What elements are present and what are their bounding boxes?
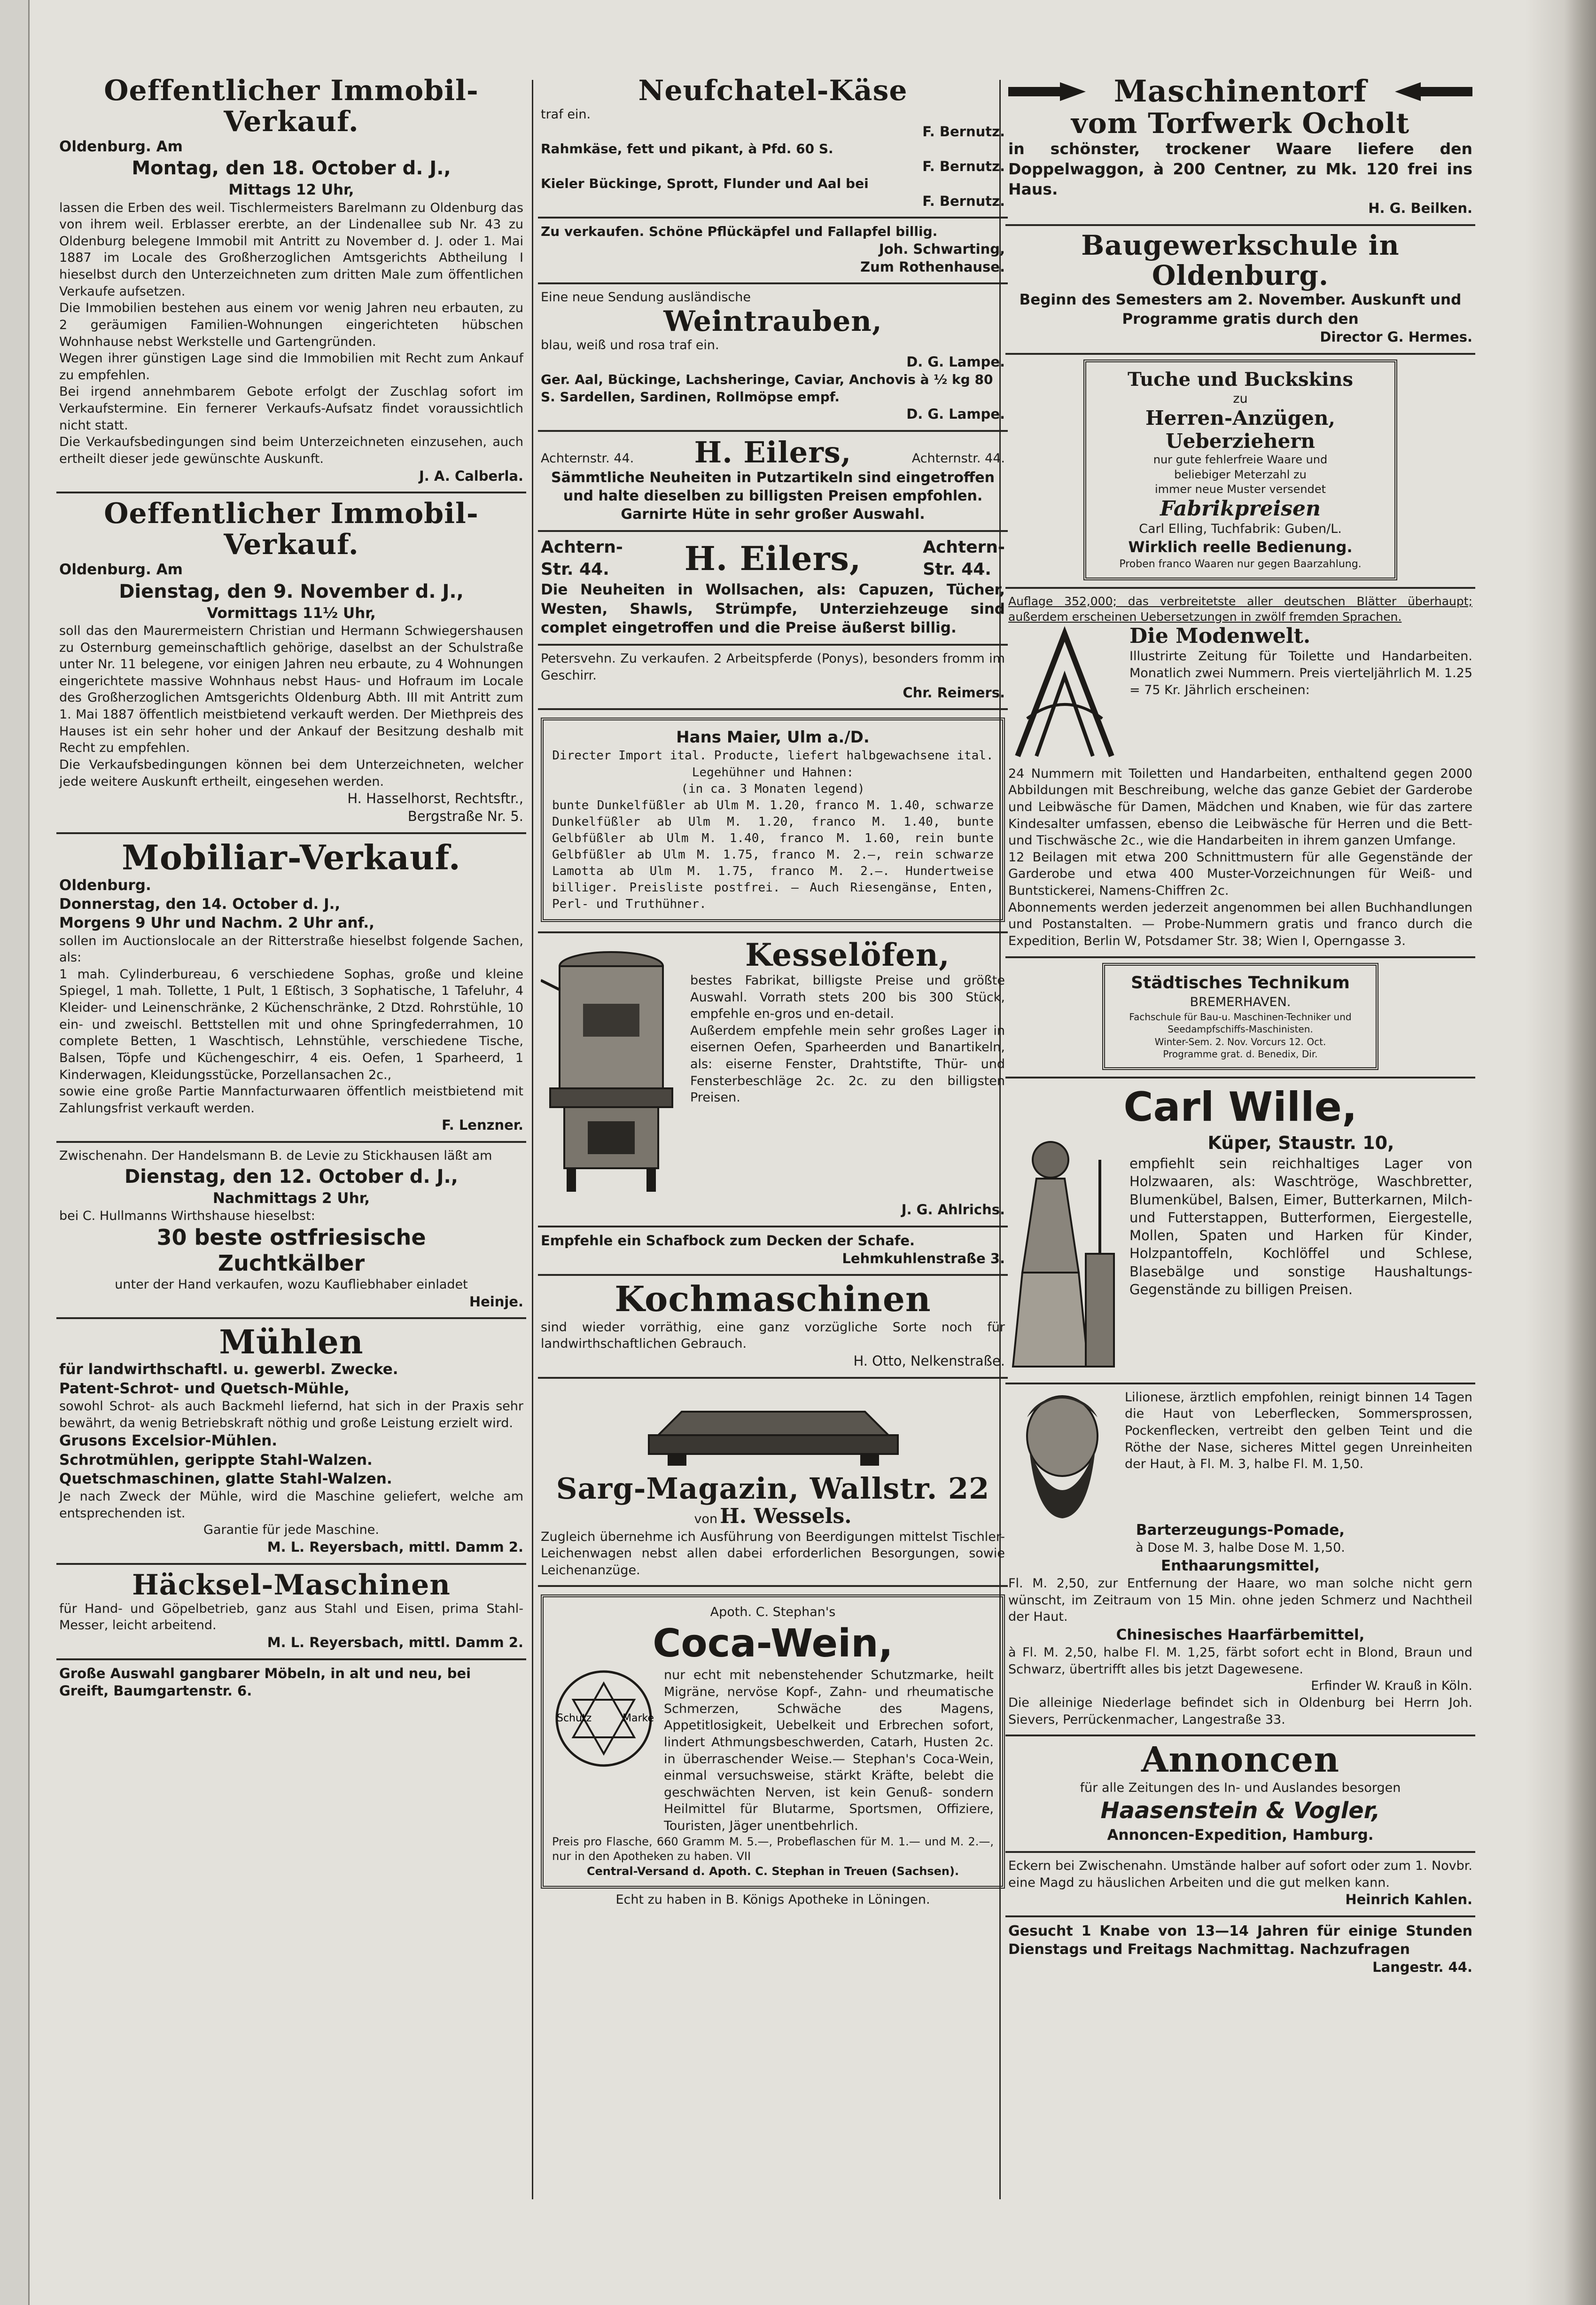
ad-kochmaschinen	[538, 1276, 1008, 1378]
ad-arbeitspferde	[538, 646, 1008, 710]
ad-text: à Dose M. 3, halbe Dose M. 1,50.	[1136, 1540, 1345, 1555]
ad-neufchatel	[538, 70, 1008, 219]
ad-carl-wille	[1005, 1078, 1475, 1384]
ad-text: Directer Import ital. Producte, liefert halbgewachsene ital. Legehühner und Hahnen:	[552, 749, 994, 780]
ad-signature: H. Hasselhorst, Rechtsftr.,	[347, 790, 523, 807]
ad-modenwelt	[1005, 589, 1475, 958]
column-1	[56, 70, 526, 2251]
ad-headline: 30 beste ostfriesische	[156, 1224, 426, 1250]
ad-kesseloefen	[538, 933, 1008, 1227]
ad-text: Auflage 352,000; das verbreitetste aller deutschen Blätter überhaupt; außerdem erscheinen Uebersetzungen in zwölf fremden Sprachen.	[1008, 594, 1472, 624]
ad-lilionese	[1005, 1384, 1475, 1737]
ad-text: nur echt mit nebenstehender Schutzmarke, heilt Migräne, nervöse Kopf-, Zahn- und rheumatische Schmerzen, Schwäche des Magens, Appetitlosigkeit, Uebelkeit und Erbrechen sofort, lindert Athmungsbeschwerden, Catarh, Husten 2c. in überraschender Weise.— Stephan's Coca-Wein, einmal versuchsweise, stärkt Kräfte, belebt die geschwächten Nerven, ist kein Genuß- sondern Heilmittel für Blutarme, Sportsmen, Offiziere, Touristen, Jäger unentbehrlich.	[664, 1668, 994, 1834]
ad-signature: H. G. Beilken.	[1368, 200, 1472, 217]
ad-text: Außerdem empfehle mein sehr großes Lager in eisernen Oefen, Sparheerden und Banartikeln, als: eiserne Fenster, Drahtstifte, Thür- und Fensterbeschläge 2c. 2c. zu den billigsten Preisen.	[690, 1023, 1005, 1105]
left-gutter	[0, 0, 30, 2305]
ad-text: Die Verkaufsbedingungen sind beim Unterzeichneten einzusehen, auch ertheilt dieser jede gewünschte Auskunft.	[59, 435, 523, 466]
ad-address: Str. 44.	[541, 559, 609, 579]
ad-text: lassen die Erben des weil. Tischlermeisters Barelmann zu Oldenburg das von ihrem weil. Erblasser ererbte, an der Lindenallee sub Nr. 43 zu Oldenburg belegene Immobil mit Antritt zu November d. J. oder 1. Mai 1887 im Locale des Großherzoglichen Amtsgerichts Abtheilung I hieselbst durch den Unterzeichneten zum dritten Male zum öffentlichen Verkaufe aufsetzen.	[59, 200, 523, 299]
ad-text: Eine neue Sendung ausländische	[541, 290, 751, 305]
pointing-hand-right-icon	[1008, 78, 1088, 106]
ad-baugewerkschule	[1005, 226, 1475, 355]
ad-text: nur gute fehlerfreie Waare und	[1153, 453, 1328, 466]
ad-text: Fachschule für Bau-u. Maschinen-Techniker und Seedampfschiffs-Maschinisten.	[1129, 1011, 1352, 1035]
ad-text: für alle Zeitungen des In- und Auslandes besorgen	[1080, 1780, 1401, 1795]
ad-subtitle: BREMERHAVEN.	[1190, 995, 1291, 1010]
ad-title: Fabrikpreisen	[1160, 496, 1321, 521]
ad-mobiliar	[56, 834, 526, 1143]
ad-signature: J. A. Calberla.	[419, 468, 523, 484]
ad-signature: Chr. Reimers.	[903, 684, 1005, 701]
ad-date: Dienstag, den 9. November d. J.,	[119, 580, 464, 602]
ad-text: Wegen ihrer günstigen Lage sind die Immobilien mit Recht zum Ankauf zu empfehlen.	[59, 351, 523, 383]
ad-subtitle: Barterzeugungs-Pomade,	[1136, 1521, 1345, 1539]
ad-text: für landwirthschaftl. u. gewerbl. Zwecke.	[59, 1361, 398, 1378]
ad-time: Nachmittags 2 Uhr,	[212, 1189, 370, 1207]
ad-text: für Hand- und Göpelbetrieb, ganz aus Stahl und Eisen, prima Stahl-Messer, leicht arbeitend.	[59, 1601, 523, 1633]
ad-text: von	[694, 1511, 718, 1526]
ad-text: Große Auswahl gangbarer Möbeln, in alt und neu, bei Greift, Baumgartenstr. 6.	[59, 1665, 471, 1699]
ad-immobil-hasselhorst	[56, 493, 526, 834]
modenwelt-monogram	[1008, 625, 1121, 766]
trademark-label: Marke	[623, 1712, 654, 1725]
column-3	[1005, 70, 1475, 2251]
ad-title: H. Eilers,	[694, 435, 852, 469]
ad-title: Städtisches Technikum	[1131, 973, 1350, 992]
ad-knabe	[1005, 1917, 1475, 1983]
coffin-illustration	[541, 1383, 1005, 1473]
ad-signature: F. Bernutz.	[922, 158, 1005, 174]
ad-signature: Heinje.	[469, 1293, 523, 1310]
ad-text: Carl Elling, Tuchfabrik: Guben/L.	[1139, 522, 1342, 537]
ad-title: Tuche und Buckskins	[1127, 368, 1354, 391]
ad-title: vom Torfwerk Ocholt	[1071, 107, 1410, 141]
ad-signature: Lehmkuhlenstraße 3.	[842, 1250, 1005, 1266]
ad-text: bunte Dunkelfüßler ab Ulm M. 1.20, franco M. 1.40, schwarze Dunkelfüßler ab Ulm M. 1.20, franco M. 1.40, bunte Gelbfüßler ab Ulm M. 1.40, franco M. 1.60, rein bunte Gelbfüßler ab Ulm M. 1.75, franco M. 2.—, rein schwarze Lamotta ab Ulm M. 1.75, franco M. 2.—. Hundertweise billiger. Preisliste postfrei. — Auch Riesengänse, Enten, Perl- und Truthühner.	[552, 798, 994, 912]
ad-text: Beginn des Semesters am 2. November. Auskunft und Programme gratis durch den	[1019, 291, 1462, 328]
ad-text: à Fl. M. 2,50, halbe Fl. M. 1,25, färbt sofort echt in Blond, Braun und Schwarz, übertrifft alles bis jetzt Dagewesene.	[1008, 1645, 1472, 1677]
ad-pflueckaepfel	[538, 219, 1008, 284]
ad-sarg-magazin	[538, 1379, 1008, 1587]
ad-subtitle: Chinesisches Haarfärbemittel,	[1116, 1626, 1365, 1643]
ad-address: Achtern-	[541, 537, 623, 557]
column-2	[538, 70, 1008, 2251]
ad-text: sowie eine große Partie Mannfacturwaaren öffentlich meistbietend mit Zahlungsfrist verkauft werden.	[59, 1084, 523, 1116]
ad-signature: Director G. Hermes.	[1320, 328, 1472, 345]
ad-title: Die Modenwelt.	[1129, 624, 1311, 648]
ad-footer: Echt zu haben in B. Königs Apotheke in Löningen.	[615, 1892, 930, 1907]
ad-signature: Joh. Schwarting,	[879, 241, 1005, 257]
ad-text: Zwischenahn. Der Handelsmann B. de Levie zu Stickhausen läßt am	[59, 1149, 492, 1164]
ad-place: Oldenburg. Am	[59, 561, 183, 578]
ad-address: Str. 44.	[923, 559, 991, 579]
ad-signature: H. Otto, Nelkenstraße.	[853, 1353, 1005, 1369]
ad-text: Sämmtliche Neuheiten in Putzartikeln sind eingetroffen und halte dieselben zu billigsten Preisen empfohlen.	[551, 469, 995, 504]
ad-text: soll das den Maurermeistern Christian und Hermann Schwiegershausen zu Osternburg gemeinschaftlich gehörige, daselbst an der Schulstraße unter Nr. 11 belegene, vor einigen Jahren neu erbaute, zu 4 Wohnungen eingerichtete massive Wohnhaus nebst Haus- und Hofraum im Locale des Großherzoglichen Amtsgerichts Oldenburg Abth. III mit Antritt zum 1. Mai 1887 öffentlich meistbietend verkauft werden. Der Miethpreis des Hauses ist ein sehr hoher und der Ankauf der Besitzung deshalb mit Recht zu empfehlen.	[59, 623, 523, 756]
ad-text: Central-Versand d. Apoth. C. Stephan in Treuen (Sachsen).	[586, 1865, 959, 1878]
ad-text: Erfinder W. Krauß in Köln.	[1311, 1679, 1472, 1694]
ad-maschinentorf	[1005, 70, 1475, 226]
ad-weintrauben	[538, 284, 1008, 431]
ad-time: Vormittags 11½ Uhr,	[207, 604, 376, 622]
ad-text: empfiehlt sein reichhaltiges Lager von Holzwaaren, als: Waschtröge, Waschbretter, Blumenkübel, Balsen, Eimer, Butterkarnen, Milch- und Futterstappen, Butterformen, Eiergestelle, Mollen, Spaten und Harken für Kinder, Holzpantoffeln, Kochlöffel und Schlese, Blasebälge und sonstige Haushaltungs-Gegenstände zu billigen Preisen.	[1129, 1156, 1472, 1297]
ad-title: Sarg-Magazin, Wallstr. 22	[556, 1471, 990, 1506]
ad-place: Oldenburg. Am	[59, 138, 183, 155]
ad-text: Preis pro Flasche, 660 Gramm M. 5.—, Probeflaschen für M. 1.— und M. 2.—, nur in den Apotheken zu haben. VII	[552, 1835, 994, 1863]
ad-signature: D. G. Lampe.	[906, 406, 1005, 422]
ad-title: Oeffentlicher Immobil-Verkauf.	[104, 497, 479, 562]
ad-text: Programme grat. d. Benedix, Dir.	[1163, 1048, 1318, 1060]
ad-text: traf ein.	[541, 107, 591, 122]
pointing-hand-left-icon	[1393, 78, 1472, 106]
ad-tuche-buckskins	[1005, 355, 1475, 589]
stove-illustration	[541, 938, 682, 1201]
ad-text: Garnirte Hüte in sehr großer Auswahl.	[621, 506, 925, 523]
ad-text: Proben franco Waaren nur gegen Baarzahlung.	[1119, 558, 1362, 570]
ad-text: sind wieder vorräthig, eine ganz vorzügliche Sorte noch für landwirthschaftlichen Gebrauch.	[541, 1320, 1005, 1352]
ad-time: Mittags 12 Uhr,	[228, 181, 354, 199]
ad-annoncen	[1005, 1736, 1475, 1853]
ad-date: Donnerstag, den 14. October d. J.,	[59, 895, 341, 913]
ad-text: beliebiger Meterzahl zu	[1174, 468, 1307, 481]
ad-text: Gesucht 1 Knabe von 13—14 Jahren für einige Stunden Dienstags und Freitags Nachmittag. Nachzufragen	[1008, 1922, 1472, 1958]
ad-text: Patent-Schrot- und Quetsch-Mühle,	[59, 1380, 350, 1397]
ad-text: blau, weiß und rosa traf ein.	[541, 337, 719, 352]
ad-text: Petersvehn. Zu verkaufen. 2 Arbeitspferde (Ponys), besonders fromm im Geschirr.	[541, 651, 1005, 683]
ad-text: Die alleinige Niederlage befindet sich in Oldenburg bei Herrn Joh. Sievers, Perrückenmacher, Langestraße 33.	[1008, 1696, 1472, 1727]
ad-text: Eckern bei Zwischenahn. Umstände halber auf sofort oder zum 1. Novbr. eine Magd zu häuslichen Arbeiten und die gut melken kann.	[1008, 1858, 1472, 1890]
page-edge	[1526, 0, 1596, 2305]
ad-text: Rahmkäse, fett und pikant, à Pfd. 60 S.	[541, 141, 833, 157]
ad-text: 1 mah. Cylinderbureau, 6 verschiedene Sophas, große und kleine Spiegel, 1 mah. Tollette, 1 Pult, 1 Eßtisch, 3 Sophatische, 1 Tafeluhr, 4 Kleider- und Leinenschränke, 2 Küchenschränke, 2 Dtzd. Rohrstühle, 10 ein- und zweischl. Bettstellen mit und ohne Springfederrahmen, 10 complete Betten, 1 Waschtisch, Lehnstühle, verschiedene Tische, Balsen, Töpfe und Küchengeschirr, 4 eis. Oefen, 1 Sparheerd, 1 Kinderwagen, Kleidungsstücke, Porzellansachen 2c.,	[59, 967, 523, 1082]
column-rule-1	[532, 80, 533, 2199]
ad-text: Die Verkaufsbedingungen können bei dem Unterzeichneten, welcher jede weitere Auskunft ertheilt, eingesehen werden.	[59, 757, 523, 789]
ad-schafbock	[538, 1227, 1008, 1276]
ad-signature: D. G. Lampe.	[906, 354, 1005, 370]
ad-date: Montag, den 18. October d. J.,	[132, 157, 451, 180]
ad-signature: Heinrich Kahlen.	[1345, 1891, 1472, 1908]
ad-title: Mühlen	[219, 1322, 364, 1362]
ad-text: Quetschmaschinen, glatte Stahl-Walzen.	[59, 1470, 392, 1487]
ad-address: Achternstr. 44.	[541, 451, 634, 466]
ad-text: Zu verkaufen. Schöne Pflückäpfel und Fallapfel billig.	[541, 224, 938, 240]
ad-text: sowohl Schrot- als auch Backmehl liefernd, hat sich in der Praxis sehr bewährt, da wenig Betriebskraft nöthig und große Leistung erzielt wird.	[59, 1399, 523, 1430]
ad-signature: J. G. Ahlrichs.	[901, 1202, 1005, 1218]
ad-title: Kochmaschinen	[615, 1279, 931, 1320]
ad-title: Baugewerkschule in Oldenburg.	[1081, 229, 1400, 291]
ad-text: Garantie für jede Maschine.	[203, 1523, 379, 1538]
ad-text: 24 Nummern mit Toiletten und Handarbeiten, enthaltend gegen 2000 Abbildungen mit Beschreibung, welche das ganze Gebiet der Garderobe und Leibwäsche für Damen, Mädchen und Knaben, wie für das zartere Kindesalter umfassen, ebenso die Leibwäsche für Herren und die Bett- und Tischwäsche 2c., wie die Handarbeiten in ihrem ganzen Umfange.	[1008, 766, 1472, 848]
ad-subtitle: Küper, Staustr. 10,	[1207, 1132, 1394, 1153]
ad-zuchtkaelber	[56, 1143, 526, 1319]
ad-text: (in ca. 3 Monaten legend)	[681, 781, 865, 796]
ad-text: Abonnements werden jederzeit angenommen bei allen Buchhandlungen und Postanstalten. — Probe-Nummern gratis und franco durch die Expedition, Berlin W, Potsdamer Str. 38; Wien I, Operngasse 3.	[1008, 900, 1472, 948]
ad-text: Winter-Sem. 2. Nov. Vorcurs 12. Oct.	[1154, 1036, 1326, 1047]
ad-text: sollen im Auctionslocale an der Ritterstraße hieselbst folgende Sachen, als:	[59, 933, 523, 965]
ad-signature: Zum Rothenhause.	[860, 258, 1005, 275]
ad-title: H. Eilers,	[684, 539, 862, 578]
ad-text: Ger. Aal, Bückinge, Lachsheringe, Caviar, Anchovis à ½ kg 80 S. Sardellen, Sardinen, Rollmöpse empf.	[541, 372, 993, 405]
ad-text: Empfehle ein Schafbock zum Decken der Schafe.	[541, 1233, 915, 1249]
ad-eilers-wolle	[538, 532, 1008, 646]
ad-subtitle: Haasenstein & Vogler,	[1100, 1797, 1380, 1824]
ad-hans-maier	[538, 710, 1008, 933]
ad-title: Häcksel-Maschinen	[132, 1568, 451, 1602]
ad-text: immer neue Muster versendet	[1154, 483, 1326, 496]
ad-title: Herren-Anzügen, Ueberziehern	[1145, 406, 1336, 453]
ad-signature: Bergstraße Nr. 5.	[407, 808, 523, 824]
ad-title: Neufchatel-Käse	[638, 74, 908, 107]
ad-eilers-putz	[538, 432, 1008, 532]
ad-text: Lilionese, ärztlich empfohlen, reinigt binnen 14 Tagen die Haut von Leberflecken, Sommersprossen, Pockenflecken, vertreibt den gelben Teint und die Röthe der Nase, sicheres Mittel gegen Unreinheiten der Haut, à Fl. M. 3, halbe Fl. M. 1,50.	[1125, 1390, 1472, 1472]
ad-signature: F. Lenzner.	[442, 1117, 523, 1133]
ad-title: Mobiliar-Verkauf.	[122, 837, 461, 877]
ad-muehlen	[56, 1319, 526, 1564]
ad-immobil-calberla	[56, 70, 526, 493]
ad-text: zu	[1233, 391, 1248, 406]
ad-subtitle: H. Wessels.	[720, 1504, 852, 1528]
ad-text: in schönster, trockener Waare liefere den Doppelwaggon, à 200 Centner, zu Mk. 120 frei ins Haus.	[1008, 140, 1472, 199]
ad-signature: F. Bernutz.	[922, 193, 1005, 209]
ad-text: bestes Fabrikat, billigste Preise und größte Auswahl. Vorrath stets 200 bis 300 Stück, empfehle en-gros und en-detail.	[690, 973, 1005, 1022]
ad-signature: M. L. Reyersbach, mittl. Damm 2.	[267, 1539, 523, 1555]
ad-signature: F. Bernutz.	[922, 123, 1005, 140]
ad-time: Morgens 9 Uhr und Nachm. 2 Uhr anf.,	[59, 914, 374, 932]
ad-text: Annoncen-Expedition, Hamburg.	[1107, 1826, 1374, 1844]
ad-text: Apoth. C. Stephan's	[710, 1605, 836, 1620]
ad-title: Weintrauben,	[663, 305, 882, 338]
trademark-seal	[552, 1667, 655, 1770]
ad-text: Illustrirte Zeitung für Toilette und Handarbeiten. Monatlich zwei Nummern. Preis vierteljährlich M. 1.25 = 75 Kr. Jährlich erscheinen:	[1129, 649, 1472, 697]
ad-technikum	[1005, 958, 1475, 1078]
ad-title: Maschinentorf	[1113, 74, 1367, 109]
ad-title: Annoncen	[1141, 1740, 1340, 1781]
ad-title: Kesselöfen,	[745, 937, 950, 974]
ad-date: Dienstag, den 12. October d. J.,	[125, 1165, 458, 1188]
ad-text: Die Neuheiten in Wollsachen, als: Capuzen, Tücher, Westen, Shawls, Strümpfe, Unterziehzeuge sind complet eingetroffen und die Preise äußerst billig.	[541, 581, 1005, 637]
ad-text: Bei irgend annehmbarem Gebote erfolgt der Zuschlag sofort im Verkaufstermine. Ein fernerer Verkaufs-Aufsatz findet voraussichtlich nicht statt.	[59, 384, 523, 433]
ad-signature: Langestr. 44.	[1372, 1959, 1472, 1975]
ad-text: Grusons Excelsior-Mühlen.	[59, 1432, 278, 1450]
ad-text: Je nach Zweck der Mühle, wird die Maschine geliefert, welche am entsprechenden ist.	[59, 1489, 523, 1521]
ad-text: bei C. Hullmanns Wirthshause hieselbst:	[59, 1209, 315, 1224]
ad-title: Coca-Wein,	[653, 1621, 893, 1666]
ad-text: unter der Hand verkaufen, wozu Kaufliebhaber einladet	[115, 1277, 468, 1292]
ad-text: Fl. M. 2,50, zur Entfernung der Haare, wo man solche nicht gern wünscht, im Zeitraum von 15 Min. ohne jeden Schmerz und Nachtheil der Haut.	[1008, 1576, 1472, 1625]
bearded-man-portrait	[1008, 1389, 1116, 1521]
ad-headline: Zuchtkälber	[218, 1250, 365, 1276]
ad-place: Oldenburg.	[59, 876, 151, 894]
ad-magd	[1005, 1853, 1475, 1917]
ad-text: 12 Beilagen mit etwa 200 Schnittmustern für alle Gegenstände der Garderobe und etwa 400 Muster-Vorzeichnungen für Weiß- und Buntstickerei, Namens-Chiffren 2c.	[1008, 850, 1472, 899]
ad-text: Zugleich übernehme ich Ausführung von Beerdigungen mittelst Tischler-Leichenwagen nebst allen dabei erforderlichen Besorgungen, sowie Leichenanzüge.	[541, 1529, 1005, 1578]
woman-churning-illustration	[1008, 1132, 1121, 1376]
ad-text: Schrotmühlen, gerippte Stahl-Walzen.	[59, 1451, 373, 1469]
ad-title: Hans Maier, Ulm a./D.	[676, 728, 870, 747]
ad-title: Carl Wille,	[1123, 1083, 1357, 1131]
ad-signature: M. L. Reyersbach, mittl. Damm 2.	[267, 1634, 523, 1650]
ad-subtitle: Enthaarungsmittel,	[1160, 1557, 1320, 1574]
ad-coca-wein	[538, 1587, 1008, 1914]
ad-title: Oeffentlicher Immobil-Verkauf.	[104, 74, 479, 138]
ad-text: Die Immobilien bestehen aus einem vor wenig Jahren neu erbauten, zu 2 geräumigen Familien-Wohnungen eingerichteten hübschen Wohnhause nebst Werkstelle und Gartengründen.	[59, 301, 523, 349]
ad-moebel	[56, 1660, 526, 1707]
ad-address: Achtern-	[923, 537, 1005, 557]
ad-address: Achternstr. 44.	[911, 451, 1005, 466]
trademark-label: Schutz	[557, 1712, 592, 1725]
ad-haeckselmaschinen	[56, 1565, 526, 1660]
ad-text: Kieler Bückinge, Sprott, Flunder und Aal bei	[541, 176, 869, 192]
ad-text: Wirklich reelle Bedienung.	[1128, 538, 1353, 556]
